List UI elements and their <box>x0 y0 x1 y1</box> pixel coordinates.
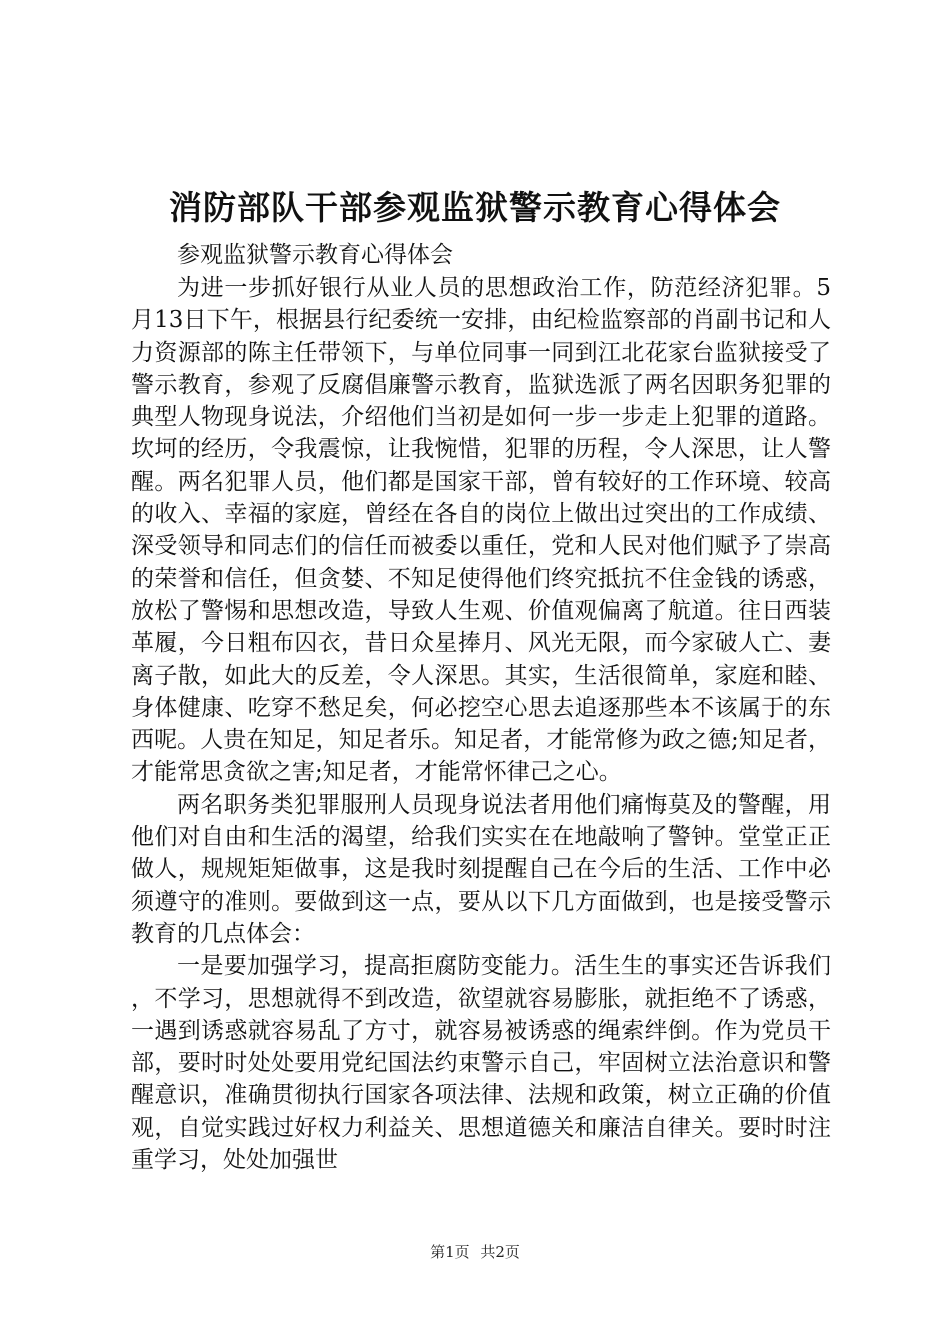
document-body <box>131 239 831 1176</box>
paragraph-2: 两名职务类犯罪服刑人员现身说法者用他们痛悔莫及的警醒，用他们对自由和生活的渴望，给我们实实在在地敲响了警钟。堂堂正正做人，规规矩矩做事，这是我时刻提醒自己在今后的生活、工作中必须遵守的准则。要做到这一点，要从以下几方面做到，也是接受警示教育的几点体会： <box>131 791 831 947</box>
page-total: 共2页 <box>480 1243 520 1261</box>
page-footer <box>0 1241 950 1263</box>
page-number: 第1页 <box>430 1243 470 1261</box>
paragraph-1: 为进一步抓好银行从业人员的思想政治工作，防范经济犯罪。5月13日下午，根据县行纪委统一安排，由纪检监察部的肖副书记和人力资源部的陈主任带领下，与单位同事一同到江北花家台监狱接受了警示教育，参观了反腐倡廉警示教育，监狱选派了两名因职务犯罪的典型人物现身说法，介绍他们当初是如何一步一步走上犯罪的道路。坎坷的经历，令我震惊，让我惋惜，犯罪的历程，令人深思，让人警醒。两名犯罪人员，他们都是国家干部，曾有较好的工作环境、较高的收入、幸福的家庭，曾经在各自的岗位上做出过突出的工作成绩、深受领导和同志们的信任而被委以重任，党和人民对他们赋予了崇高的荣誉和信任，但贪婪、不知足使得他们终究抵抗不住金钱的诱惑，放松了警惕和思想改造，导致人生观、价值观偏离了航道。往日西装革履，今日粗布囚衣，昔日众星捧月、风光无限，而今家破人亡、妻离子散，如此大的反差，令人深思。其实，生活很简单，家庭和睦、身体健康、吃穿不愁足矣，何必挖空心思去追逐那些本不该属于的东西呢。人贵在知足，知足者乐。知足者，才能常修为政之德;知足者，才能常思贪欲之害;知足者，才能常怀律己之心。 <box>131 275 831 786</box>
document-subtitle: 参观监狱警示教育心得体会 <box>177 242 453 268</box>
document-title: 消防部队干部参观监狱警示教育心得体会 <box>169 188 781 227</box>
paragraph-3: 一是要加强学习，提高拒腐防变能力。活生生的事实还告诉我们，不学习，思想就得不到改造，欲望就容易膨胀，就拒绝不了诱惑，一遇到诱惑就容易乱了方寸，就容易被诱惑的绳索绊倒。作为党员干部，要时时处处要用党纪国法约束警示自己，牢固树立法治意识和警醒意识，准确贯彻执行国家各项法律、法规和政策，树立正确的价值观，自觉实践过好权力利益关、思想道德关和廉洁自律关。要时时注重学习，处处加强世 <box>131 953 831 1174</box>
